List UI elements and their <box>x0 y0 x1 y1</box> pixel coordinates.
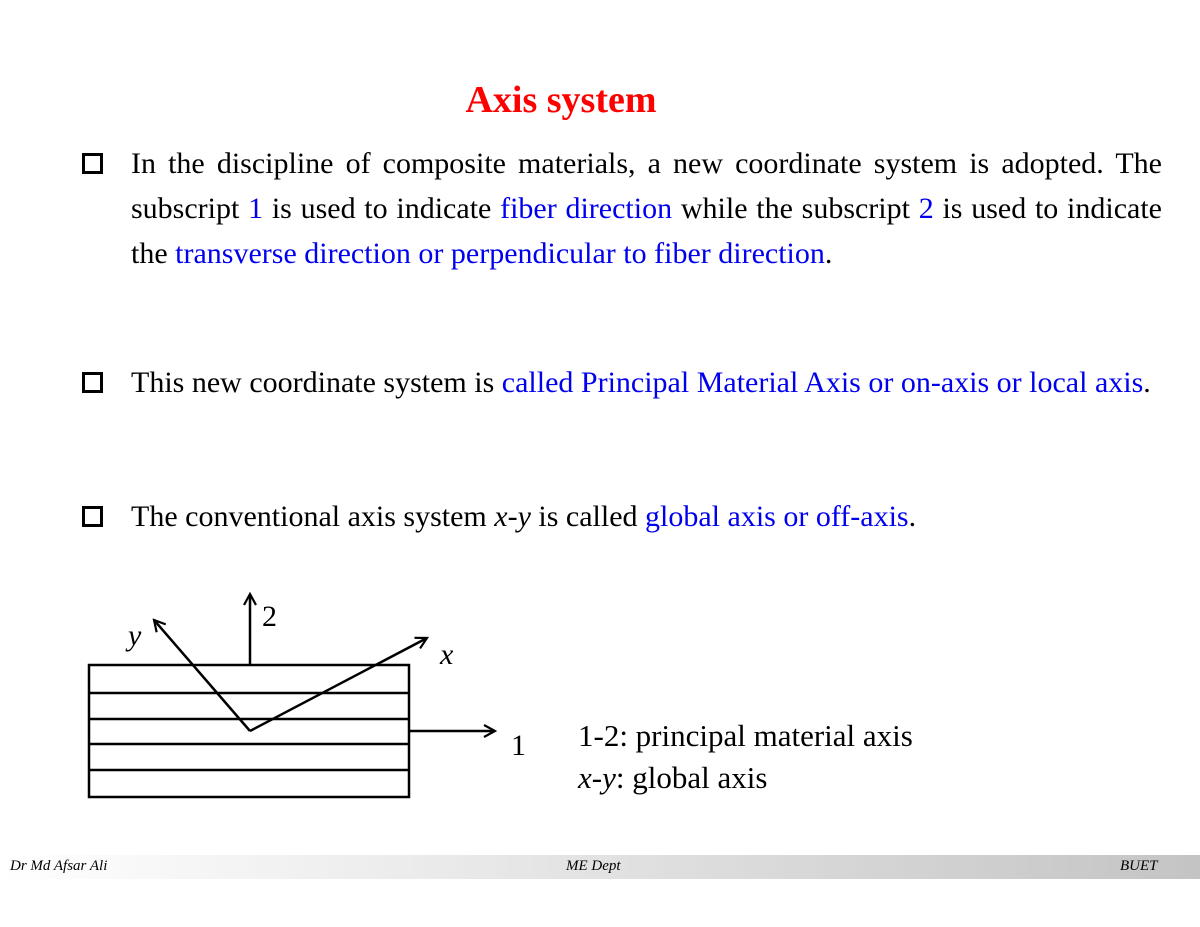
highlighted-term: fiber direction <box>500 192 673 225</box>
highlighted-term: transverse direction or perpendicular to fiber direction <box>175 237 825 270</box>
slide-title: Axis system <box>465 79 657 121</box>
text-segment: . <box>908 500 917 533</box>
text-segment: x-y <box>494 500 531 533</box>
axis-2-label: 2 <box>262 600 277 633</box>
legend-principal-axis: 1-2: principal material axis <box>578 718 913 753</box>
axis-y-label: y <box>128 619 142 652</box>
slide-footer <box>0 855 1200 879</box>
text-segment: . <box>824 237 833 270</box>
footer-department: ME Dept <box>566 858 621 874</box>
highlighted-term: global axis or off-axis <box>645 500 909 533</box>
highlighted-term: 2 <box>918 192 934 225</box>
legend-global-axis: x-y: global axis <box>578 760 768 795</box>
axis-y-arrow <box>154 620 250 731</box>
footer-author: Dr Md Afsar Ali <box>10 858 108 874</box>
text-segment: is called <box>530 500 646 533</box>
axis-legend <box>578 715 913 799</box>
highlighted-term: 1 <box>248 192 264 225</box>
text-segment: while the subscript <box>672 192 919 225</box>
axis-x-label: x <box>440 638 454 671</box>
text-segment: is used to indicate the <box>131 192 1162 270</box>
text-segment: The conventional axis system <box>131 500 495 533</box>
text-segment: . <box>1143 366 1151 399</box>
axis-1-label: 1 <box>511 729 526 762</box>
text-segment: In the discipline of composite materials, a new coordinate system is adopted. The subscript <box>131 147 1162 225</box>
highlighted-term: called Principal Material Axis or on-axis or local axis <box>501 366 1144 399</box>
footer-institution: BUET <box>1120 858 1158 874</box>
text-segment: This new coordinate system is <box>131 366 502 399</box>
text-segment: is used to indicate <box>263 192 501 225</box>
axis-x-arrow <box>250 638 427 731</box>
